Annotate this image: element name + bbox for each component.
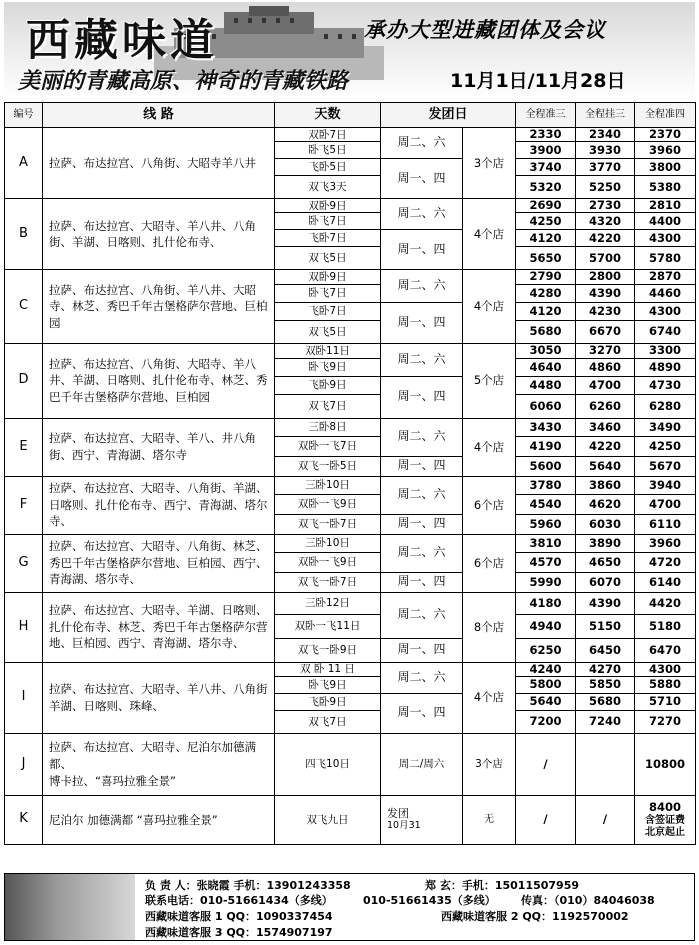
- departure-day: 周二、六: [381, 476, 463, 514]
- route-text: 拉萨、布达拉宫、大昭寺、八角街、林芝、秀巴千年古堡格萨尔营地、巨柏园、西宁、青海湖、塔尔寺、: [43, 534, 275, 592]
- price-value: 5710: [635, 693, 696, 710]
- service-qq-2: 西藏味道客服 2 QQ：1192570002: [441, 910, 629, 923]
- days-value: 双飞5日: [275, 320, 381, 343]
- price-value: 3300: [635, 343, 696, 358]
- departure-day: 周一、四: [381, 159, 463, 199]
- price-value: 4250: [516, 213, 576, 230]
- store-count: 4个店: [463, 662, 516, 733]
- days-value: 双卧一飞7日: [275, 436, 381, 456]
- price-value: 7270: [635, 710, 696, 733]
- price-value: 6740: [635, 320, 696, 343]
- price-value: 5680: [576, 693, 635, 710]
- col-days: 天数: [275, 103, 381, 128]
- table-row: [5, 343, 696, 358]
- price-value: 2370: [635, 128, 696, 142]
- price-value: 6110: [635, 514, 696, 534]
- price-value: 5850: [576, 676, 635, 693]
- price-value: 5320: [516, 176, 576, 199]
- price-value: /: [516, 795, 576, 844]
- price-value: 6670: [576, 320, 635, 343]
- route-text: 拉萨、布达拉宫、大昭寺、羊湖、日喀则、扎什伦布寺、林芝、秀巴千年古堡格萨尔营地、巨柏园、西宁、青海湖、塔尔寺、: [43, 592, 275, 662]
- table-row: [5, 199, 696, 213]
- departure-day: 周二、六: [381, 662, 463, 693]
- price-value: 4640: [516, 358, 576, 376]
- table-row-k: [5, 795, 696, 844]
- row-code: I: [5, 662, 43, 733]
- departure-day: 周二、六: [381, 534, 463, 572]
- departure-day: 周一、四: [381, 638, 463, 662]
- days-value: 三卧10日: [275, 534, 381, 552]
- price-value: 4230: [576, 302, 635, 320]
- days-value: 卧飞7日: [275, 213, 381, 230]
- price-value: 4320: [576, 213, 635, 230]
- contact-footer: [4, 873, 695, 941]
- price-note-cell: [635, 795, 696, 844]
- contact-second: 郑 玄：手机：15011507959: [425, 879, 580, 892]
- route-line: 拉萨、布达拉宫、大昭寺、尼泊尔加德满都、: [49, 740, 256, 772]
- store-count: 8个店: [463, 592, 516, 662]
- price-value: 7240: [576, 710, 635, 733]
- price-value: 5640: [576, 456, 635, 476]
- row-code: B: [5, 199, 43, 270]
- price-value: 6140: [635, 572, 696, 592]
- days-value: 飞卧7日: [275, 230, 381, 247]
- store-count: 5个店: [463, 343, 516, 418]
- col-price-3: 全程准四: [635, 103, 696, 128]
- departure-day: 周二、六: [381, 343, 463, 376]
- price-value: 3960: [635, 534, 696, 552]
- header-banner: [4, 2, 695, 100]
- price-value: 4420: [635, 592, 696, 614]
- route-text: 尼泊尔 加德满都 “喜玛拉雅全景”: [43, 795, 275, 844]
- price-value: 2340: [576, 128, 635, 142]
- brand-title: 西藏味道: [26, 15, 218, 66]
- price-value: 6070: [576, 572, 635, 592]
- days-value: 双卧一飞11日: [275, 614, 381, 638]
- days-value: 双 卧 11 日: [275, 662, 381, 676]
- price-value: 4620: [576, 494, 635, 514]
- table-row: [5, 270, 696, 284]
- departure-day: 周一、四: [381, 230, 463, 270]
- departure-day: 周二、六: [381, 199, 463, 230]
- price-value: [576, 733, 635, 795]
- price-value: /: [576, 795, 635, 844]
- store-count: 3个店: [463, 733, 516, 795]
- itinerary-table: [4, 102, 696, 845]
- departure-day: 周二/周六: [381, 733, 463, 795]
- days-value: 双卧一飞9日: [275, 494, 381, 514]
- col-route: 线 路: [43, 103, 275, 128]
- price-value: 10800: [635, 733, 696, 795]
- route-text: 拉萨、布达拉宫、八角街、羊八井、大昭寺、林芝、秀巴千年古堡格萨尔营地、巨柏园: [43, 270, 275, 343]
- price-value: 8400: [649, 800, 682, 815]
- days-value: 双卧9日: [275, 199, 381, 213]
- price-value: 6470: [635, 638, 696, 662]
- departure-day: 周一、四: [381, 572, 463, 592]
- prayer-wheels-image: [5, 874, 135, 940]
- price-value: 6260: [576, 394, 635, 418]
- route-text: [43, 733, 275, 795]
- days-value: 双飞5日: [275, 247, 381, 270]
- route-text: 拉萨、布达拉宫、大昭寺、羊八、井八角街、西宁、青海湖、塔尔寺: [43, 418, 275, 476]
- price-value: 4280: [516, 284, 576, 302]
- service-qq-3: 西藏味道客服 3 QQ：1574907197: [145, 926, 333, 939]
- price-value: 3270: [576, 343, 635, 358]
- price-value: 4720: [635, 552, 696, 572]
- price-value: 4240: [516, 662, 576, 676]
- price-value: 5640: [516, 693, 576, 710]
- row-code: D: [5, 343, 43, 418]
- days-value: 双飞7日: [275, 710, 381, 733]
- table-body: [5, 128, 696, 845]
- route-text: 拉萨、布达拉宫、大昭寺、八角街、羊湖、日喀则、扎什伦布寺、西宁、青海湖、塔尔寺、: [43, 476, 275, 534]
- col-price-1: 全程准三: [516, 103, 576, 128]
- days-value: 飞卧5日: [275, 159, 381, 176]
- table-row: [5, 592, 696, 614]
- price-value: 4180: [516, 592, 576, 614]
- price-value: 5150: [576, 614, 635, 638]
- price-value: 5380: [635, 176, 696, 199]
- price-value: 4700: [576, 376, 635, 394]
- price-value: 5800: [516, 676, 576, 693]
- price-value: 6450: [576, 638, 635, 662]
- price-value: 4570: [516, 552, 576, 572]
- price-value: 4460: [635, 284, 696, 302]
- days-value: 双飞一卧9日: [275, 638, 381, 662]
- price-value: 4390: [576, 592, 635, 614]
- store-count: 6个店: [463, 534, 516, 592]
- days-value: 飞卧7日: [275, 302, 381, 320]
- dep-line: 发团: [387, 807, 409, 821]
- days-value: 双卧7日: [275, 128, 381, 142]
- price-value: 3490: [635, 418, 696, 436]
- table-row: [5, 476, 696, 494]
- route-line: 博卡拉、“喜玛拉雅全景”: [49, 773, 176, 788]
- price-value: 4480: [516, 376, 576, 394]
- price-value: 5670: [635, 456, 696, 476]
- price-value: 3930: [576, 142, 635, 159]
- days-value: 双飞7日: [275, 394, 381, 418]
- departure-dates: 11月1日/11月28日: [450, 70, 626, 92]
- dep-line: 10月31: [387, 819, 421, 831]
- price-value: 3900: [516, 142, 576, 159]
- route-text: 拉萨、布达拉宫、八角街、大昭寺羊八井: [43, 128, 275, 199]
- price-value: 4120: [516, 302, 576, 320]
- subtitle: 美丽的青藏高原、神奇的青藏铁路: [18, 69, 349, 94]
- price-value: 4300: [635, 230, 696, 247]
- price-value: 5650: [516, 247, 576, 270]
- row-code: C: [5, 270, 43, 343]
- price-value: 2330: [516, 128, 576, 142]
- price-value: 4300: [635, 302, 696, 320]
- route-text: 拉萨、布达拉宫、大昭寺、羊八井、八角街、羊湖、日喀则、扎什伦布寺、: [43, 199, 275, 270]
- price-value: 4190: [516, 436, 576, 456]
- store-count: 4个店: [463, 418, 516, 476]
- price-value: 6250: [516, 638, 576, 662]
- days-value: 双卧11日: [275, 343, 381, 358]
- departure-day: 周一、四: [381, 693, 463, 733]
- store-count: 4个店: [463, 270, 516, 343]
- price-value: 4540: [516, 494, 576, 514]
- days-value: 双飞一卧5日: [275, 456, 381, 476]
- price-value: 3860: [576, 476, 635, 494]
- price-value: 3960: [635, 142, 696, 159]
- days-value: 双卧一飞9日: [275, 552, 381, 572]
- table-row: [5, 418, 696, 436]
- days-value: 双卧9日: [275, 270, 381, 284]
- price-value: 2790: [516, 270, 576, 284]
- price-value: 4940: [516, 614, 576, 638]
- price-value: 2810: [635, 199, 696, 213]
- store-count: 6个店: [463, 476, 516, 534]
- route-text: 拉萨、布达拉宫、大昭寺、羊八井、八角街羊湖、日喀则、珠峰、: [43, 662, 275, 733]
- slogan: 承办大型进藏团体及会议: [364, 17, 606, 42]
- price-value: 5700: [576, 247, 635, 270]
- price-value: 6030: [576, 514, 635, 534]
- row-code: F: [5, 476, 43, 534]
- days-value: 卧飞9日: [275, 358, 381, 376]
- row-code: G: [5, 534, 43, 592]
- departure-day: [381, 795, 463, 844]
- price-value: 4400: [635, 213, 696, 230]
- departure-day: 周二、六: [381, 592, 463, 638]
- days-value: 三卧10日: [275, 476, 381, 494]
- departure-day: 周二、六: [381, 270, 463, 302]
- price-value: 5180: [635, 614, 696, 638]
- table-header: [5, 103, 696, 128]
- price-value: 4270: [576, 662, 635, 676]
- price-value: 6280: [635, 394, 696, 418]
- table-row: [5, 534, 696, 552]
- table-row: [5, 662, 696, 676]
- contact-manager: 负 责 人：张晓霞 手机：13901243358: [145, 879, 351, 892]
- col-departure: 发团日: [381, 103, 516, 128]
- note-line: 含签证费: [645, 814, 686, 826]
- price-value: 5960: [516, 514, 576, 534]
- route-text: 拉萨、布达拉宫、八角街、大昭寺、羊八井、羊湖、日喀则、扎什伦布寺、林芝、秀巴千年古堡格萨尔营地、巨柏园: [43, 343, 275, 418]
- row-code: A: [5, 128, 43, 199]
- price-value: 4390: [576, 284, 635, 302]
- price-value: 3780: [516, 476, 576, 494]
- days-value: 三卧12日: [275, 592, 381, 614]
- price-value: 3740: [516, 159, 576, 176]
- departure-day: 周一、四: [381, 514, 463, 534]
- contact-phone-2: 010-51661435（多线）: [363, 894, 496, 907]
- price-value: 5250: [576, 176, 635, 199]
- days-value: 飞卧9日: [275, 693, 381, 710]
- row-code: H: [5, 592, 43, 662]
- contact-phone-1: 联系电话：010-51661434（多线）: [145, 894, 333, 907]
- price-value: 3770: [576, 159, 635, 176]
- days-value: 飞卧9日: [275, 376, 381, 394]
- days-value: 卧飞9日: [275, 676, 381, 693]
- service-qq-1: 西藏味道客服 1 QQ：1090337454: [145, 910, 333, 923]
- store-count: 无: [463, 795, 516, 844]
- price-value: 7200: [516, 710, 576, 733]
- days-value: 三卧8日: [275, 418, 381, 436]
- price-value: 3940: [635, 476, 696, 494]
- row-code: K: [5, 795, 43, 844]
- days-value: 双飞一卧7日: [275, 514, 381, 534]
- price-value: 2730: [576, 199, 635, 213]
- price-value: 5600: [516, 456, 576, 476]
- price-value: 4650: [576, 552, 635, 572]
- days-value: 四飞10日: [275, 733, 381, 795]
- note-line: 北京起止: [645, 827, 686, 839]
- price-value: 5880: [635, 676, 696, 693]
- store-count: 3个店: [463, 128, 516, 199]
- contact-fax: 传真：（010）84046038: [521, 894, 655, 907]
- price-value: 4890: [635, 358, 696, 376]
- price-value: 2690: [516, 199, 576, 213]
- price-value: 4220: [576, 230, 635, 247]
- days-value: 双飞一卧7日: [275, 572, 381, 592]
- price-value: 3810: [516, 534, 576, 552]
- price-value: 4860: [576, 358, 635, 376]
- departure-day: 周二、六: [381, 128, 463, 159]
- price-value: 5680: [516, 320, 576, 343]
- table-row-j: [5, 733, 696, 795]
- row-code: J: [5, 733, 43, 795]
- departure-day: 周一、四: [381, 302, 463, 343]
- price-value: 3430: [516, 418, 576, 436]
- price-value: 2870: [635, 270, 696, 284]
- row-code: E: [5, 418, 43, 476]
- price-value: 4250: [635, 436, 696, 456]
- price-value: 4730: [635, 376, 696, 394]
- days-value: 双飞3天: [275, 176, 381, 199]
- price-value: 6060: [516, 394, 576, 418]
- departure-day: 周一、四: [381, 376, 463, 418]
- store-count: 4个店: [463, 199, 516, 270]
- days-value: 卧飞7日: [275, 284, 381, 302]
- price-value: 3800: [635, 159, 696, 176]
- departure-day: 周二、六: [381, 418, 463, 456]
- price-value: 3460: [576, 418, 635, 436]
- col-price-2: 全程挂三: [576, 103, 635, 128]
- table-row: [5, 128, 696, 142]
- price-value: 5780: [635, 247, 696, 270]
- price-value: 4120: [516, 230, 576, 247]
- price-value: 4300: [635, 662, 696, 676]
- price-value: 4220: [576, 436, 635, 456]
- price-value: /: [516, 733, 576, 795]
- days-value: 卧飞5日: [275, 142, 381, 159]
- days-value: 双飞九日: [275, 795, 381, 844]
- price-value: 3890: [576, 534, 635, 552]
- price-value: 3050: [516, 343, 576, 358]
- price-value: 2800: [576, 270, 635, 284]
- price-value: 5990: [516, 572, 576, 592]
- price-value: 4700: [635, 494, 696, 514]
- departure-day: 周一、四: [381, 456, 463, 476]
- col-code: 编号: [5, 103, 43, 128]
